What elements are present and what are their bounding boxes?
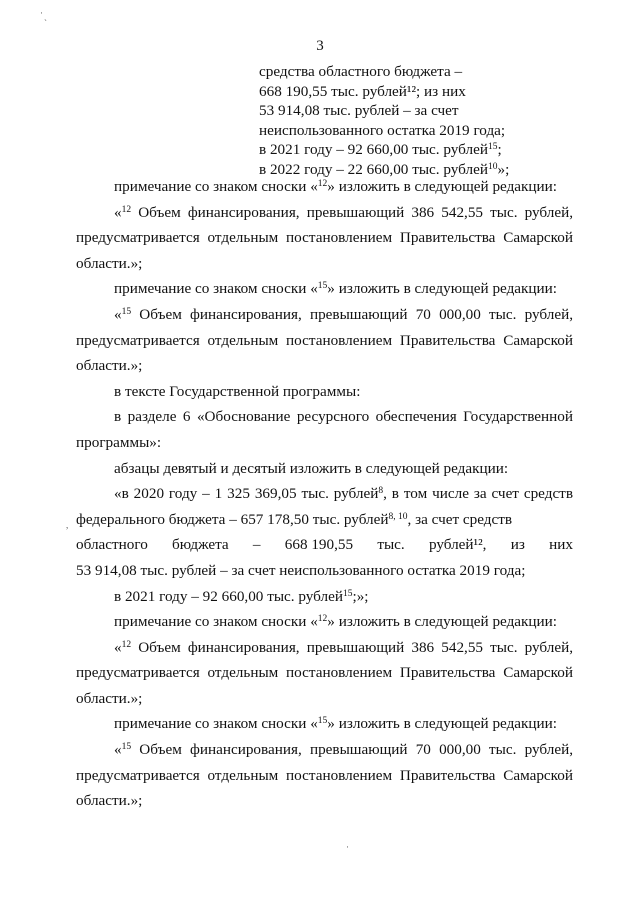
scan-mark: , [66, 520, 69, 530]
note12-intro-1 [76, 174, 573, 200]
word: тыс. [377, 536, 405, 554]
text: Объем финансирования, превышающий 70 000,00 тыс. рублей, предусматривается отдельным постановлением Правительства Самарской области.»; [76, 741, 573, 810]
word: счет [431, 102, 459, 119]
text: «в 2020 году – 1 325 369,05 тыс. рублей [114, 485, 379, 503]
text: « [114, 305, 122, 323]
unused-line: 53 914,08 тыс. рублей – за счет неиспользованного остатка 2019 года; [76, 561, 526, 579]
footnote-ref: 15 [121, 742, 132, 753]
word: из [510, 536, 525, 554]
document-body [76, 174, 573, 814]
footnote-ref: 12 [121, 204, 132, 215]
top-column-block [259, 62, 573, 179]
line-text: в 2022 году – 22 660,00 тыс. рублей [259, 160, 488, 178]
top-line-2 [259, 82, 573, 102]
note12-text-2 [76, 635, 573, 712]
word: рублей¹², [428, 536, 487, 554]
top-line-4: неиспользованного остатка 2019 года; [259, 121, 506, 139]
text: в 2021 году – 92 660,00 тыс. рублей [114, 587, 343, 605]
section6-paragraph: в разделе 6 «Обоснование ресурсного обеспечения Государственной программы»: [76, 408, 573, 451]
page-number: 3 [316, 38, 324, 54]
note15-intro-1 [76, 276, 573, 302]
text: » изложить в следующей редакции: [327, 280, 558, 298]
footnote-ref: 15 [317, 716, 328, 727]
note15-intro-2 [76, 711, 573, 737]
word: из [424, 82, 439, 100]
footnote-ref: 15 [487, 142, 498, 152]
word: – [403, 102, 411, 119]
y2021-paragraph [76, 584, 573, 610]
word: 53 914,08 [259, 102, 320, 119]
scan-mark: · [40, 8, 43, 18]
footnote-ref: 8 [378, 486, 384, 497]
footnote-ref: 10 [487, 161, 498, 172]
word: 668 190,55 [284, 536, 354, 554]
text: примечание со знаком сноски « [114, 178, 318, 195]
text: Объем финансирования, превышающий 70 000,00 тыс. рублей, предусматривается отдельным постановлением Правительства Самарской области.»; [76, 305, 573, 375]
line-tail: »; [497, 160, 510, 178]
text: » изложить в следующей редакции: [327, 715, 558, 733]
text: » изложить в следующей редакции: [327, 178, 558, 195]
footnote-ref: 15 [317, 281, 328, 292]
word: 668 190,55 [259, 82, 328, 100]
text: « [114, 741, 122, 759]
word: них [549, 536, 573, 554]
line-text: в 2021 году – 92 660,00 тыс. рублей [259, 141, 488, 158]
word: бюджета [172, 536, 229, 554]
note12-intro-2 [76, 609, 573, 635]
word: них [441, 82, 466, 100]
footnote-ref: 15 [121, 306, 132, 317]
note12-text-1 [76, 200, 573, 277]
scan-mark: ` [44, 18, 47, 28]
footnote-ref: 12 [317, 614, 328, 625]
word: – [252, 536, 261, 554]
abz-paragraph: абзацы девятый и десятый изложить в следующей редакции: [114, 459, 509, 477]
text: примечание со знаком сноски « [114, 280, 318, 298]
top-line-1 [259, 62, 573, 82]
word: областного [318, 63, 391, 80]
oblast-line [76, 532, 573, 558]
text: примечание со знаком сноски « [114, 715, 318, 733]
note15-text-1 [76, 302, 573, 379]
word: областного [76, 536, 148, 554]
footnote-ref: 12 [317, 179, 328, 189]
footnote-ref: 15 [342, 588, 353, 599]
text: Объем финансирования, превышающий 386 542,55 тыс. рублей, предусматривается отдельным постановлением Правительства Самарской области.»; [76, 203, 573, 272]
top-line-5 [259, 140, 573, 160]
text: , в том числе за счет средств федерального бюджета – 657 178,50 тыс. рублей [76, 485, 573, 528]
word: за [414, 102, 428, 119]
text: » изложить в следующей редакции: [327, 613, 558, 631]
word: тыс. [323, 102, 351, 119]
word: бюджета [394, 63, 451, 80]
in-text-paragraph: в тексте Государственной программы: [114, 382, 361, 400]
footnote-ref: 12 [121, 639, 132, 650]
note15-text-2 [76, 737, 573, 814]
text: « [114, 203, 122, 221]
word: рублей¹²; [362, 82, 421, 100]
word: тыс. [331, 82, 359, 100]
word: средства [259, 63, 315, 80]
top-line-3 [259, 101, 573, 121]
text: , за счет средств [407, 510, 513, 528]
scan-mark: · [346, 842, 349, 852]
y2020-paragraph [76, 481, 573, 532]
text: ;»; [352, 587, 369, 605]
text: Объем финансирования, превышающий 386 542,55 тыс. рублей, предусматривается отдельным постановлением Правительства Самарской области.»; [76, 638, 573, 707]
footnote-ref: 8, 10 [388, 511, 408, 522]
word: рублей [354, 102, 400, 119]
word: – [454, 63, 463, 80]
line-tail: ; [497, 141, 502, 158]
text: примечание со знаком сноски « [114, 613, 318, 631]
text: « [114, 638, 122, 656]
